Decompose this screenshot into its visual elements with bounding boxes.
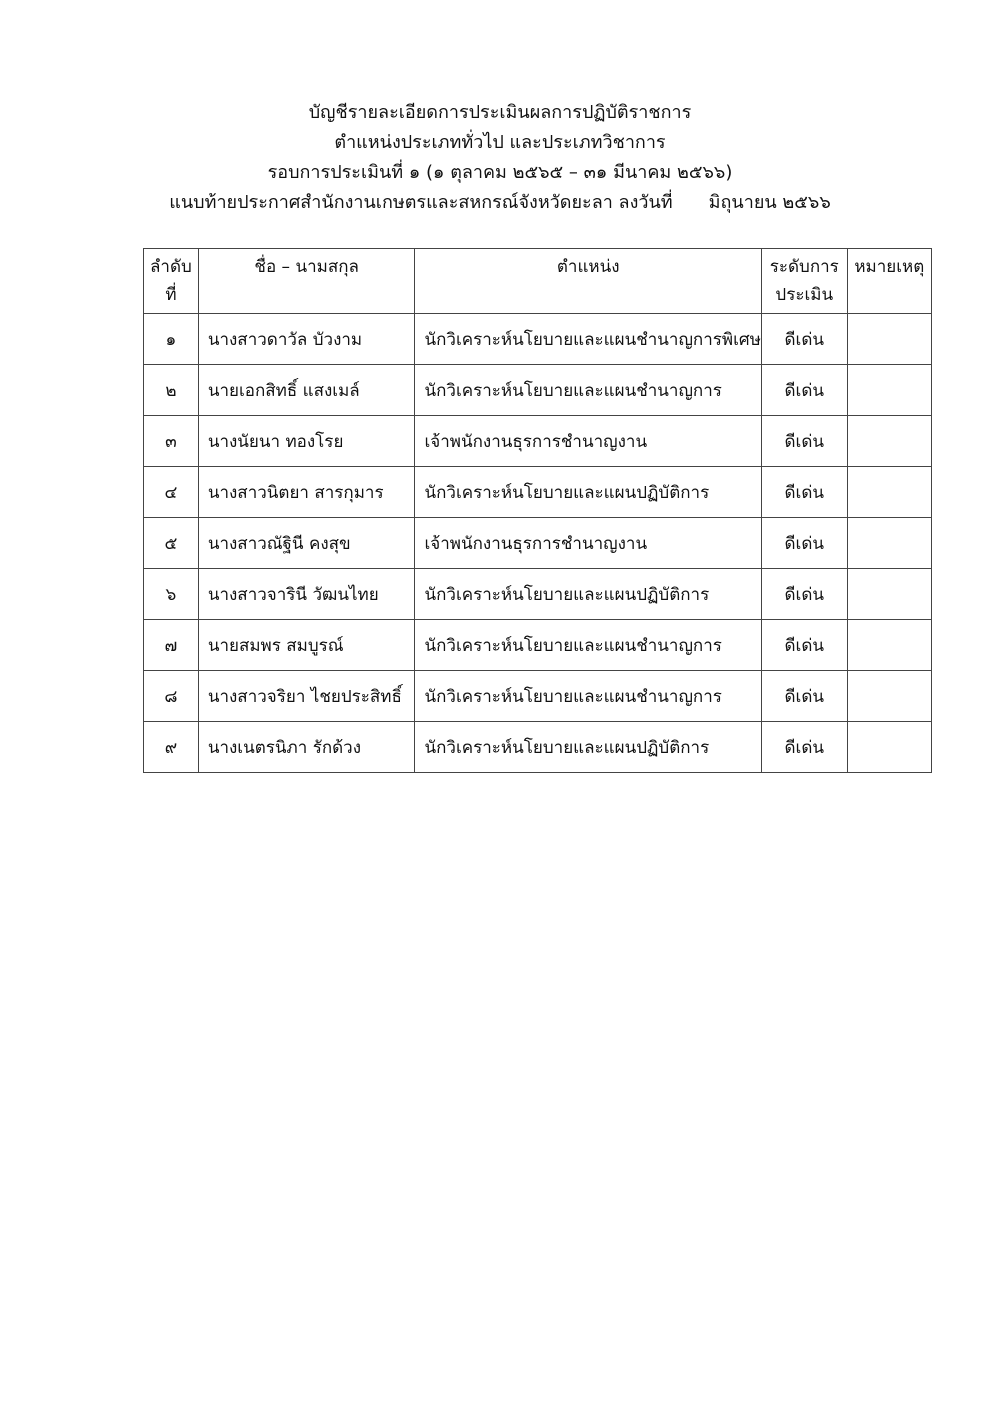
header-level: ระดับการ ประเมิน — [761, 249, 847, 314]
row-level: ดีเด่น — [761, 416, 847, 467]
header-title: บัญชีรายละเอียดการประเมินผลการปฏิบัติราชการ — [308, 102, 692, 123]
table-row — [144, 467, 932, 518]
row-position: นักวิเคราะห์นโยบายและแผนปฏิบัติการ — [415, 569, 761, 620]
row-name: นางสาวดาวัล บัวงาม — [198, 314, 415, 365]
row-number: ๗ — [144, 620, 199, 671]
row-level: ดีเด่น — [761, 314, 847, 365]
row-name: นางสาวนิตยา สารกุมาร — [198, 467, 415, 518]
evaluation-table — [143, 248, 932, 773]
header-number: ลำดับ ที่ — [144, 249, 199, 314]
row-number: ๘ — [144, 671, 199, 722]
row-number: ๙ — [144, 722, 199, 773]
row-number: ๑ — [144, 314, 199, 365]
table-row — [144, 671, 932, 722]
row-level: ดีเด่น — [761, 365, 847, 416]
header-announcement-text: แนบท้ายประกาศสำนักงานเกษตรและสหกรณ์จังหวัดยะลา ลงวันที่ — [169, 192, 673, 213]
row-position: นักวิเคราะห์นโยบายและแผนปฏิบัติการ — [415, 467, 761, 518]
row-level: ดีเด่น — [761, 569, 847, 620]
table-row — [144, 518, 932, 569]
header-note: หมายเหตุ — [847, 249, 931, 314]
row-name: นายสมพร สมบูรณ์ — [198, 620, 415, 671]
table-header-row — [144, 249, 932, 314]
row-note — [847, 416, 931, 467]
row-note — [847, 722, 931, 773]
row-position: นักวิเคราะห์นโยบายและแผนชำนาญการ — [415, 671, 761, 722]
row-level: ดีเด่น — [761, 671, 847, 722]
header-evaluation-period: รอบการประเมินที่ ๑ (๑ ตุลาคม ๒๕๖๕ – ๓๑ มีนาคม ๒๕๖๖) — [267, 162, 733, 183]
row-position: เจ้าพนักงานธุรการชำนาญงาน — [415, 416, 761, 467]
table-row — [144, 569, 932, 620]
header-announcement-line — [0, 188, 1000, 218]
row-position: นักวิเคราะห์นโยบายและแผนชำนาญการ — [415, 620, 761, 671]
row-number: ๓ — [144, 416, 199, 467]
row-name: นางสาวจารินี วัฒนไทย — [198, 569, 415, 620]
table-row — [144, 314, 932, 365]
row-note — [847, 569, 931, 620]
document-header — [0, 98, 1000, 218]
row-number: ๖ — [144, 569, 199, 620]
row-note — [847, 518, 931, 569]
header-position: ตำแหน่ง — [415, 249, 761, 314]
row-name: นางสาวณัฐินี คงสุข — [198, 518, 415, 569]
table-row — [144, 722, 932, 773]
row-number: ๔ — [144, 467, 199, 518]
row-level: ดีเด่น — [761, 722, 847, 773]
header-announcement-date: มิถุนายน ๒๕๖๖ — [708, 192, 831, 213]
row-number: ๒ — [144, 365, 199, 416]
header-name: ชื่อ – นามสกุล — [198, 249, 415, 314]
row-note — [847, 620, 931, 671]
row-level: ดีเด่น — [761, 518, 847, 569]
row-note — [847, 467, 931, 518]
row-level: ดีเด่น — [761, 467, 847, 518]
table-row — [144, 416, 932, 467]
row-position: เจ้าพนักงานธุรการชำนาญงาน — [415, 518, 761, 569]
row-position: นักวิเคราะห์นโยบายและแผนชำนาญการ — [415, 365, 761, 416]
row-position: นักวิเคราะห์นโยบายและแผนปฏิบัติการ — [415, 722, 761, 773]
row-level: ดีเด่น — [761, 620, 847, 671]
header-subtitle: ตำแหน่งประเภททั่วไป และประเภทวิชาการ — [334, 132, 666, 153]
row-name: นางเนตรนิภา รักด้วง — [198, 722, 415, 773]
table-row — [144, 365, 932, 416]
row-note — [847, 365, 931, 416]
table-row — [144, 620, 932, 671]
row-name: นายเอกสิทธิ์ แสงเมล์ — [198, 365, 415, 416]
row-note — [847, 671, 931, 722]
row-position: นักวิเคราะห์นโยบายและแผนชำนาญการพิเศษ — [415, 314, 761, 365]
row-number: ๕ — [144, 518, 199, 569]
row-name: นางสาวจริยา ไชยประสิทธิ์ — [198, 671, 415, 722]
row-note — [847, 314, 931, 365]
row-name: นางนัยนา ทองโรย — [198, 416, 415, 467]
